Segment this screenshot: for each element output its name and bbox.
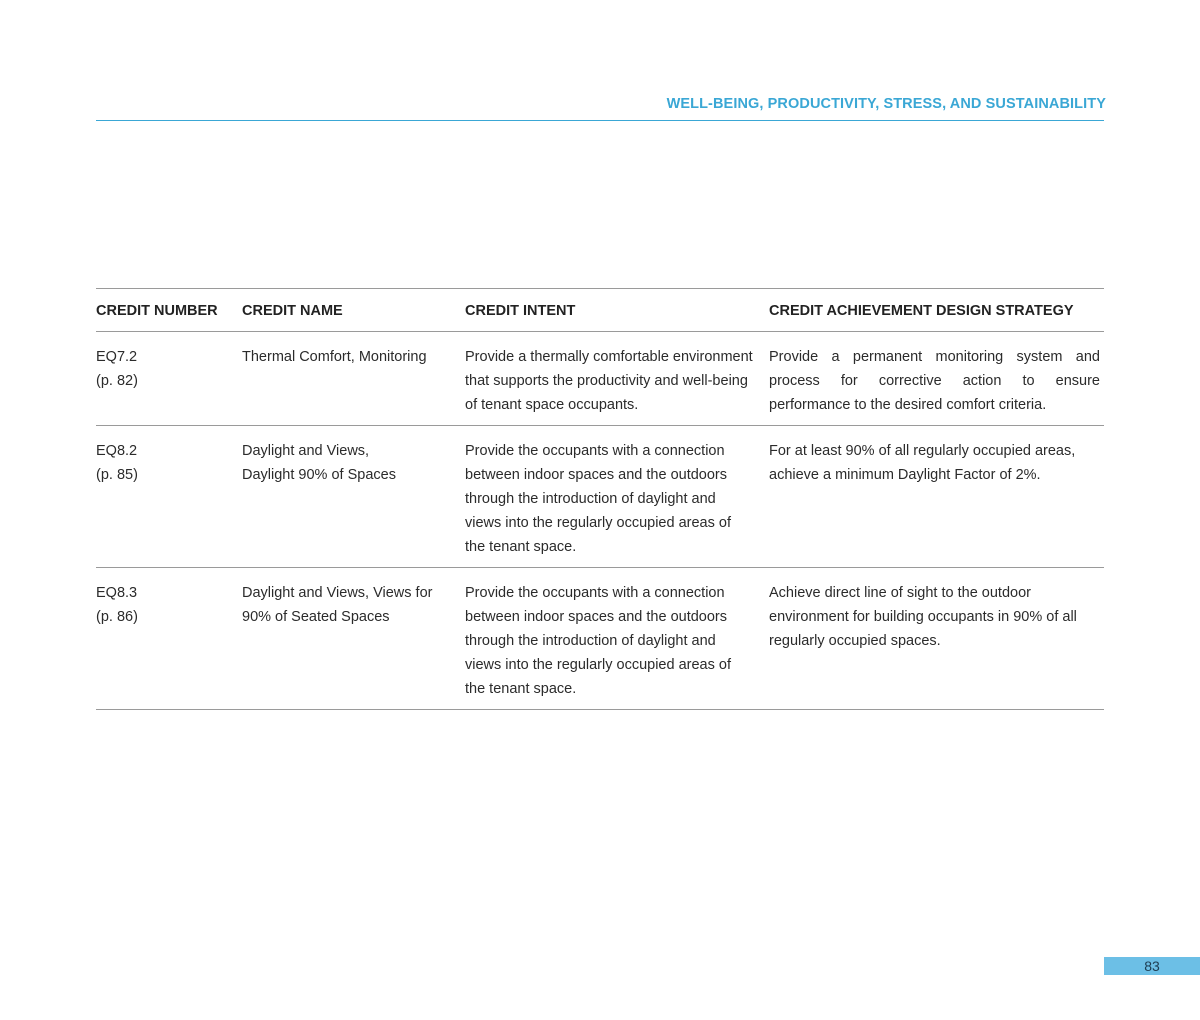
credit-name-continued: Daylight 90% of Spaces — [242, 467, 396, 483]
credit-page-ref: (p. 86) — [96, 609, 138, 625]
credit-number-cell — [96, 332, 242, 426]
credit-name: Thermal Comfort, Monitoring — [242, 332, 465, 426]
column-header-credit-intent: CREDIT INTENT — [465, 289, 769, 332]
credit-page-ref: (p. 85) — [96, 467, 138, 483]
credit-intent: Provide the occupants with a connection between indoor spaces and the outdoors through the introduction of daylight and views into the regularly occupied areas of the tenant space. — [465, 568, 769, 710]
table-row — [96, 568, 1104, 710]
credit-page-ref: (p. 82) — [96, 373, 138, 389]
header-rule — [96, 120, 1104, 121]
credit-strategy: Provide a permanent monitoring system and process for corrective action to ensure performance to the desired comfort criteria. — [769, 332, 1104, 426]
credit-strategy: Achieve direct line of sight to the outdoor environment for building occupants in 90% of all regularly occupied spaces. — [769, 568, 1104, 710]
page-number: 83 — [1104, 957, 1200, 975]
credits-table — [96, 288, 1104, 710]
credit-name-cell — [242, 426, 465, 568]
column-header-credit-name: CREDIT NAME — [242, 289, 465, 332]
credit-intent: Provide a thermally comfortable environment that supports the productivity and well-being of tenant space occupants. — [465, 332, 769, 426]
credit-number: EQ7.2 — [96, 349, 138, 365]
credit-intent: Provide the occupants with a connection between indoor spaces and the outdoors through the introduction of daylight and views into the regularly occupied areas of the tenant space. — [465, 426, 769, 568]
credit-number-cell — [96, 426, 242, 568]
table-row — [96, 332, 1104, 426]
credit-name: Daylight and Views, Views for 90% of Seated Spaces — [242, 568, 465, 710]
table-header-row — [96, 289, 1104, 332]
credit-number: EQ8.2 — [96, 443, 138, 459]
column-header-credit-number: CREDIT NUMBER — [96, 289, 242, 332]
credit-strategy: For at least 90% of all regularly occupied areas, achieve a minimum Daylight Factor of 2%. — [769, 426, 1104, 568]
credit-number: EQ8.3 — [96, 585, 138, 601]
credit-number-cell — [96, 568, 242, 710]
column-header-design-strategy: CREDIT ACHIEVEMENT DESIGN STRATEGY — [769, 289, 1104, 332]
table-row — [96, 426, 1104, 568]
credit-name: Daylight and Views, — [242, 443, 370, 459]
running-header-title: WELL-BEING, PRODUCTIVITY, STRESS, AND SUSTAINABILITY — [666, 96, 1106, 112]
